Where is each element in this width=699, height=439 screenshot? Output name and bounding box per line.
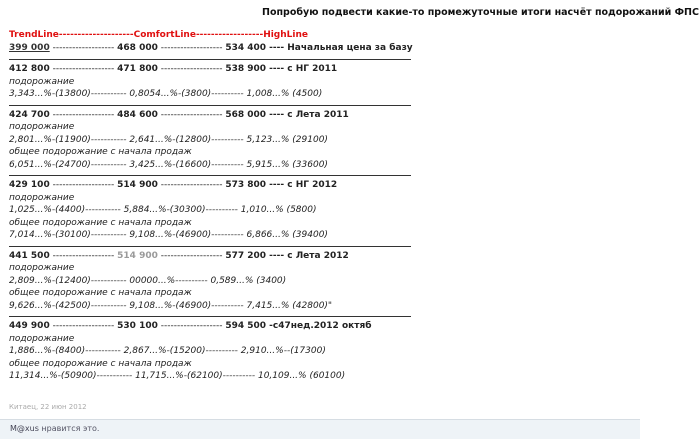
- price-block: [9, 320, 629, 383]
- increase-row: 2,801...%-(11900)----------- 2,641...%-(12800)---------- 5,123...% (29100): [9, 134, 328, 145]
- trend-price: 429 100: [9, 180, 50, 190]
- price-block: [9, 179, 629, 242]
- increase-row: 1,886...%-(8400)----------- 2,867...%-(15200)---------- 2,910...%--(17300): [9, 346, 326, 356]
- price-block: [9, 63, 629, 101]
- total-increase-label: общее подорожание с начала продаж: [9, 358, 192, 369]
- price-block: [9, 250, 629, 313]
- trend-price: 412 800: [9, 64, 50, 74]
- column-header: [9, 29, 629, 42]
- comfort-price: 484 600: [117, 109, 158, 120]
- separator: -------------------: [49, 64, 118, 74]
- separator: -------------------: [157, 321, 226, 331]
- base-label: ---- Начальная цена за базу: [266, 42, 413, 53]
- trend-price: 424 700: [9, 109, 50, 120]
- highline-header: HighLine: [263, 30, 308, 40]
- likes-bar: [0, 419, 640, 439]
- price-row: [9, 250, 629, 263]
- total-increase-label: общее подорожание с начала продаж: [9, 147, 192, 157]
- liker-username[interactable]: M@xus: [10, 424, 39, 433]
- high-price: 594 500: [225, 321, 267, 331]
- base-trend-price[interactable]: 399 000: [9, 42, 50, 53]
- comfort-price: 471 800: [117, 64, 158, 74]
- increase-row: 1,025...%-(4400)----------- 5,884...%-(30300)---------- 1,010...% (5800): [9, 205, 317, 215]
- increase-label: подорожание: [9, 122, 75, 132]
- separator: -------------------: [157, 250, 226, 261]
- separator: -------------------: [49, 109, 118, 120]
- price-block: [9, 109, 629, 172]
- price-row: [9, 63, 629, 76]
- period-label: -с47нед.2012 октяб: [266, 321, 372, 331]
- high-price: 568 000: [225, 109, 267, 120]
- total-increase-label: общее подорожание с начала продаж: [9, 288, 192, 298]
- separator: -------------------: [49, 180, 118, 190]
- separator: -------------------: [157, 42, 226, 53]
- divider: [9, 59, 411, 60]
- price-row: [9, 109, 629, 122]
- post-meta: Китаец, 22 июн 2012: [9, 403, 87, 411]
- trend-price: 441 500: [9, 250, 50, 261]
- post-body: [9, 29, 629, 383]
- trend-price: 449 900: [9, 321, 50, 331]
- increase-label: подорожание: [9, 76, 75, 87]
- separator: --------------------: [58, 30, 134, 40]
- trendline-header: TrendLine: [9, 30, 59, 40]
- separator: -------------------: [157, 180, 226, 190]
- base-high-price: 534 400: [225, 42, 267, 53]
- increase-label: подорожание: [9, 263, 75, 273]
- total-increase-row: 11,314...%-(50900)----------- 11,715...%-(62100)---------- 10,109...% (60100): [9, 371, 346, 381]
- comfort-price: 514 900: [117, 250, 158, 261]
- period-label: ---- с Лета 2012: [266, 250, 349, 261]
- comfortline-header: ComfortLine: [133, 30, 196, 40]
- comfort-price: 530 100: [117, 321, 158, 331]
- separator: -------------------: [157, 64, 226, 74]
- high-price: 577 200: [225, 250, 267, 261]
- separator: ------------------: [195, 30, 264, 40]
- comfort-price: 514 900: [117, 180, 158, 190]
- price-row: [9, 320, 629, 333]
- period-label: ---- с НГ 2011: [266, 64, 338, 74]
- total-increase-row: 7,014...%-(30100)----------- 9,108...%-(46900)---------- 6,866...% (39400): [9, 230, 328, 240]
- increase-label: подорожание: [9, 333, 75, 344]
- separator: -------------------: [49, 321, 118, 331]
- post-title: Попробую подвести какие-то промежуточные итоги насчёт подорожаний ФПС: [262, 7, 699, 18]
- high-price: 573 800: [225, 180, 267, 190]
- total-increase-row: 6,051...%-(24700)----------- 3,425...%-(16600)---------- 5,915...% (33600): [9, 159, 328, 170]
- price-row: [9, 179, 629, 192]
- likes-suffix: нравится это.: [38, 424, 100, 433]
- high-price: 538 900: [225, 64, 267, 74]
- divider: [9, 316, 411, 317]
- increase-row: 2,809...%-(12400)----------- 00000...%---------- 0,589...% (3400): [9, 275, 287, 286]
- divider: [9, 105, 411, 106]
- total-increase-label: общее подорожание с начала продаж: [9, 217, 192, 228]
- likes-text: [10, 424, 99, 433]
- separator: -------------------: [49, 42, 118, 53]
- separator: -------------------: [49, 250, 118, 261]
- base-price-row: [9, 42, 629, 55]
- divider: [9, 246, 411, 247]
- increase-row: 3,343...%-(13800)----------- 0,8054...%-(3800)---------- 1,008...% (4500): [9, 89, 323, 99]
- base-comfort-price: 468 000: [117, 42, 158, 53]
- total-increase-row: 9,626...%-(42500)----------- 9,108...%-(46900)---------- 7,415...% (42800)": [9, 300, 333, 311]
- separator: -------------------: [157, 109, 226, 120]
- increase-label: подорожание: [9, 192, 75, 203]
- divider: [9, 175, 411, 176]
- period-label: ---- с НГ 2012: [266, 180, 338, 190]
- period-label: ---- с Лета 2011: [266, 109, 349, 120]
